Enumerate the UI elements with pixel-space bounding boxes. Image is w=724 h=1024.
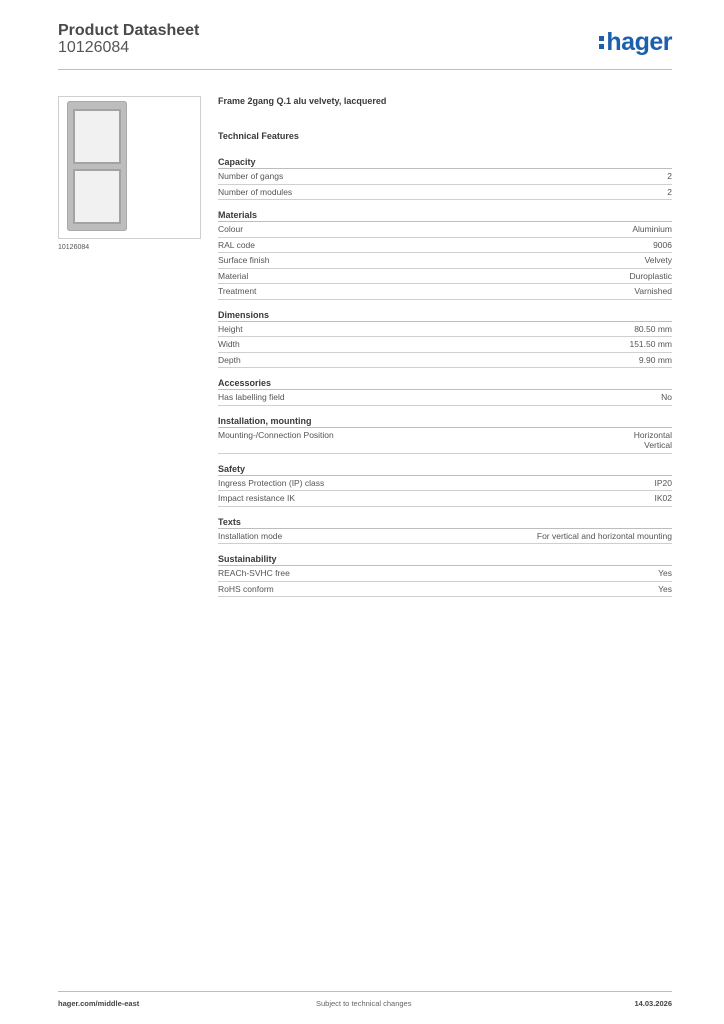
feature-row — [218, 476, 672, 492]
feature-label: Width — [218, 339, 240, 349]
section-title: Dimensions — [218, 309, 672, 322]
feature-row — [218, 529, 672, 545]
feature-value-line: 9.90 mm — [638, 354, 672, 365]
feature-label: Installation mode — [218, 530, 283, 541]
feature-value — [645, 255, 672, 266]
feature-value-line: Varnished — [634, 286, 672, 296]
section-materials — [218, 209, 672, 300]
section-installation-mounting — [218, 415, 672, 454]
section-title: Materials — [218, 209, 672, 222]
section-title: Capacity — [218, 156, 672, 169]
feature-value — [658, 568, 672, 579]
logo-colon-icon — [599, 35, 604, 49]
feature-value — [655, 493, 673, 504]
feature-value-line: 2 — [667, 171, 672, 181]
feature-label: RoHS conform — [218, 583, 274, 594]
feature-value — [629, 339, 672, 350]
feature-label: Has labelling field — [218, 392, 285, 402]
feature-row — [218, 582, 672, 598]
feature-row — [218, 322, 672, 338]
feature-row — [218, 269, 672, 285]
feature-row — [218, 390, 672, 406]
section-title: Texts — [218, 516, 672, 529]
feature-value-line: Yes — [658, 568, 672, 578]
feature-value — [634, 430, 672, 451]
feature-value-line: Velvety — [644, 255, 672, 265]
page-header — [58, 22, 672, 70]
feature-label: RAL code — [218, 239, 256, 250]
section-title: Accessories — [218, 377, 672, 390]
footer-notice: Subject to technical changes — [316, 999, 412, 1008]
footer-website[interactable]: hager.com/middle-east — [58, 999, 140, 1008]
feature-value-line: IP20 — [654, 477, 672, 488]
document-title: Product Datasheet — [58, 22, 200, 39]
image-caption: 10126084 — [58, 244, 90, 251]
feature-row — [218, 566, 672, 582]
feature-label: Ingress Protection (IP) class — [218, 477, 325, 488]
feature-value-line: Aluminium — [632, 224, 672, 234]
document-number: 10126084 — [58, 39, 130, 56]
technical-features-table — [218, 156, 672, 606]
feature-value — [639, 355, 672, 366]
feature-value — [634, 286, 672, 297]
feature-value-line: 151.50 mm — [629, 339, 672, 349]
feature-label: Material — [218, 270, 249, 281]
section-dimensions — [218, 309, 672, 369]
feature-row — [218, 238, 672, 254]
frame-opening-bottom — [73, 169, 121, 224]
feature-value — [667, 171, 672, 182]
frame-opening-top — [73, 109, 121, 164]
feature-label: REACh-SVHC free — [218, 568, 290, 578]
technical-features-heading: Technical Features — [218, 131, 299, 141]
section-title: Installation, mounting — [218, 415, 672, 428]
feature-value-line: No — [661, 392, 672, 402]
feature-row — [218, 169, 672, 185]
feature-label: Number of gangs — [218, 171, 284, 181]
feature-value — [658, 584, 672, 595]
section-accessories — [218, 377, 672, 406]
feature-value-line: Yes — [658, 583, 672, 594]
feature-value — [667, 187, 672, 198]
section-capacity — [218, 156, 672, 200]
feature-row — [218, 284, 672, 300]
section-title: Sustainability — [218, 553, 672, 566]
feature-value-line: IK02 — [654, 493, 672, 503]
footer-date: 14.03.2026 — [634, 999, 672, 1008]
frame-2gang-image — [67, 101, 127, 231]
feature-value-line: 2 — [667, 186, 672, 197]
feature-row — [218, 337, 672, 353]
feature-label: Impact resistance IK — [218, 493, 296, 503]
product-image — [58, 96, 201, 239]
feature-row — [218, 353, 672, 369]
section-texts — [218, 516, 672, 545]
feature-label: Depth — [218, 354, 241, 365]
feature-row — [218, 185, 672, 201]
feature-label: Number of modules — [218, 186, 293, 197]
feature-value — [632, 224, 672, 235]
feature-row — [218, 222, 672, 238]
feature-row — [218, 253, 672, 269]
feature-value — [661, 392, 672, 403]
feature-value-line: 80.50 mm — [634, 323, 672, 334]
feature-label: Surface finish — [218, 255, 270, 265]
hager-logo — [599, 28, 672, 57]
feature-label: Mounting-/Connection Position — [218, 429, 334, 440]
feature-label: Colour — [218, 224, 244, 234]
feature-value — [629, 271, 672, 282]
section-sustainability — [218, 553, 672, 597]
product-name: Frame 2gang Q.1 alu velvety, lacquered — [218, 96, 387, 106]
logo-text: hager — [606, 28, 672, 56]
section-safety — [218, 463, 672, 507]
feature-value — [655, 478, 673, 489]
feature-row — [218, 491, 672, 507]
feature-label: Height — [218, 323, 243, 334]
section-title: Safety — [218, 463, 672, 476]
feature-row — [218, 428, 672, 454]
page-footer — [58, 991, 672, 1013]
feature-value-line: For vertical and horizontal mounting — [536, 530, 672, 541]
feature-value-line: Vertical — [644, 440, 672, 450]
feature-value-line: Duroplastic — [629, 270, 672, 281]
feature-value — [653, 240, 672, 251]
feature-label: Treatment — [218, 286, 257, 296]
feature-value — [537, 531, 672, 542]
feature-value-line: 9006 — [653, 239, 672, 250]
feature-value — [634, 324, 672, 335]
feature-value-line: Horizontal — [633, 429, 672, 440]
